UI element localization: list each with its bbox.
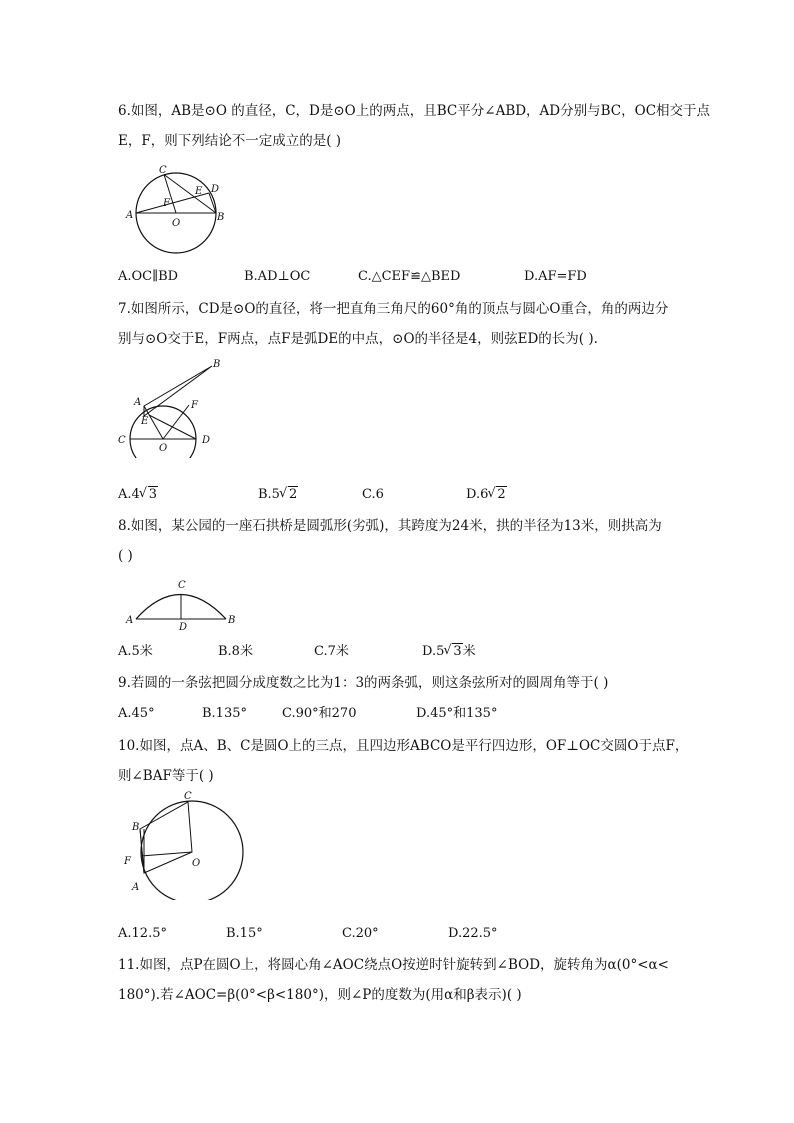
- q6-label-o: O: [172, 218, 181, 229]
- q6-label-d: D: [211, 184, 220, 195]
- q7-option-a[interactable]: [118, 485, 158, 505]
- q8-figure: [122, 576, 242, 632]
- q6-label-a: A: [126, 210, 134, 221]
- q7-option-b-radical: 2: [288, 487, 298, 502]
- q9-option-a[interactable]: A.45°: [118, 706, 155, 721]
- q8-option-d[interactable]: [422, 642, 476, 662]
- q8-option-d-radical: 3: [453, 644, 462, 659]
- q6-text-line-2: E，F，则下列结论不一定成立的是( ): [118, 133, 342, 149]
- q10-option-b[interactable]: B.15°: [226, 926, 263, 941]
- q7-option-a-radical: 3: [148, 487, 158, 502]
- q7-label-e: E: [141, 416, 149, 427]
- q6-option-d[interactable]: D.AF=FD: [524, 269, 587, 284]
- q8-option-c[interactable]: C.7米: [314, 644, 349, 659]
- q8-label-c: C: [178, 580, 186, 591]
- q7-figure: [112, 358, 222, 458]
- q7-option-d-radical: 2: [497, 487, 506, 502]
- q6-option-c[interactable]: C.△CEF≌△BED: [358, 269, 461, 284]
- q10-option-a[interactable]: A.12.5°: [118, 926, 167, 941]
- q10-figure: [116, 790, 248, 900]
- q10-label-o: O: [192, 858, 201, 869]
- q6-label-f: F: [163, 198, 170, 209]
- q8-option-b[interactable]: B.8米: [218, 644, 253, 659]
- q7-option-d[interactable]: [466, 485, 507, 505]
- q7-label-b: B: [213, 359, 221, 370]
- q6-text-line-1: 6.如图，AB是⊙O 的直径，C，D是⊙O上的两点，且BC平分∠ABD，AD分别与BC，OC相交于点: [118, 103, 711, 119]
- q7-option-a-prefix: A.4: [118, 487, 140, 502]
- q7-text-line-2: 别与⊙O交于E，F两点，点F是弧DE的中点，⊙O的半径是4，则弦ED的长为( ).: [118, 331, 598, 347]
- q6-option-b[interactable]: B.AD⊥OC: [244, 269, 311, 284]
- q11-text-line-1: 11.如图，点P在圆O上，将圆心角∠AOC绕点O按逆时针旋转到∠BOD，旋转角为α(0°<α<: [118, 957, 669, 973]
- q8-option-d-suffix: 米: [462, 644, 476, 659]
- q8-text-line-2: ( ): [118, 548, 133, 564]
- q7-label-c: C: [118, 435, 126, 446]
- q8-option-a[interactable]: A.5米: [118, 644, 153, 659]
- q6-label-c: C: [159, 165, 167, 176]
- q7-text-line-1: 7.如图所示，CD是⊙O的直径，将一把直角三角尺的60°角的顶点与圆心O重合，角的两边分: [118, 301, 669, 317]
- q10-text-line-2: 则∠BAF等于( ): [118, 768, 214, 784]
- q9-option-b[interactable]: B.135°: [202, 706, 247, 721]
- q6-figure: [118, 160, 238, 260]
- q10-label-f: F: [124, 856, 131, 867]
- q8-option-d-prefix: D.5: [422, 644, 445, 659]
- q7-label-d: D: [202, 435, 211, 446]
- q10-option-d[interactable]: D.22.5°: [448, 926, 498, 941]
- q7-label-a: A: [134, 397, 142, 408]
- q9-text-line-1: 9.若圆的一条弦把圆分成度数之比为1：3的两条弧，则这条弦所对的圆周角等于( ): [118, 675, 609, 691]
- q8-label-a: A: [126, 615, 134, 626]
- q9-option-d[interactable]: D.45°和135°: [416, 706, 498, 721]
- q6-option-a[interactable]: A.OC∥BD: [118, 269, 179, 284]
- q10-label-c: C: [184, 791, 192, 802]
- q7-option-c[interactable]: C.6: [362, 487, 384, 502]
- q7-option-b-prefix: B.5: [258, 487, 280, 502]
- q10-option-c[interactable]: C.20°: [342, 926, 379, 941]
- q10-label-a: A: [132, 882, 140, 893]
- q10-text-line-1: 10.如图，点A、B、C是圆O上的三点，且四边形ABCO是平行四边形，OF⊥OC交圆O于点F，: [118, 738, 689, 754]
- q11-text-line-2: 180°).若∠AOC=β(0°<β<180°)，则∠P的度数为(用α和β表示)( ): [118, 987, 522, 1003]
- q7-option-b[interactable]: [258, 485, 298, 505]
- q8-label-b: B: [228, 615, 236, 626]
- q7-option-d-prefix: D.6: [466, 487, 489, 502]
- q10-label-b: B: [132, 822, 140, 833]
- q8-label-d: D: [179, 622, 188, 632]
- q7-label-f: F: [191, 400, 198, 411]
- q8-text-line-1: 8.如图，某公园的一座石拱桥是圆弧形(劣弧)，其跨度为24米，拱的半径为13米，则拱高为: [118, 518, 662, 534]
- q9-option-c[interactable]: C.90°和270: [282, 706, 357, 721]
- q7-label-o: O: [159, 443, 168, 454]
- q6-label-b: B: [217, 212, 225, 223]
- q6-label-e: E: [195, 186, 203, 197]
